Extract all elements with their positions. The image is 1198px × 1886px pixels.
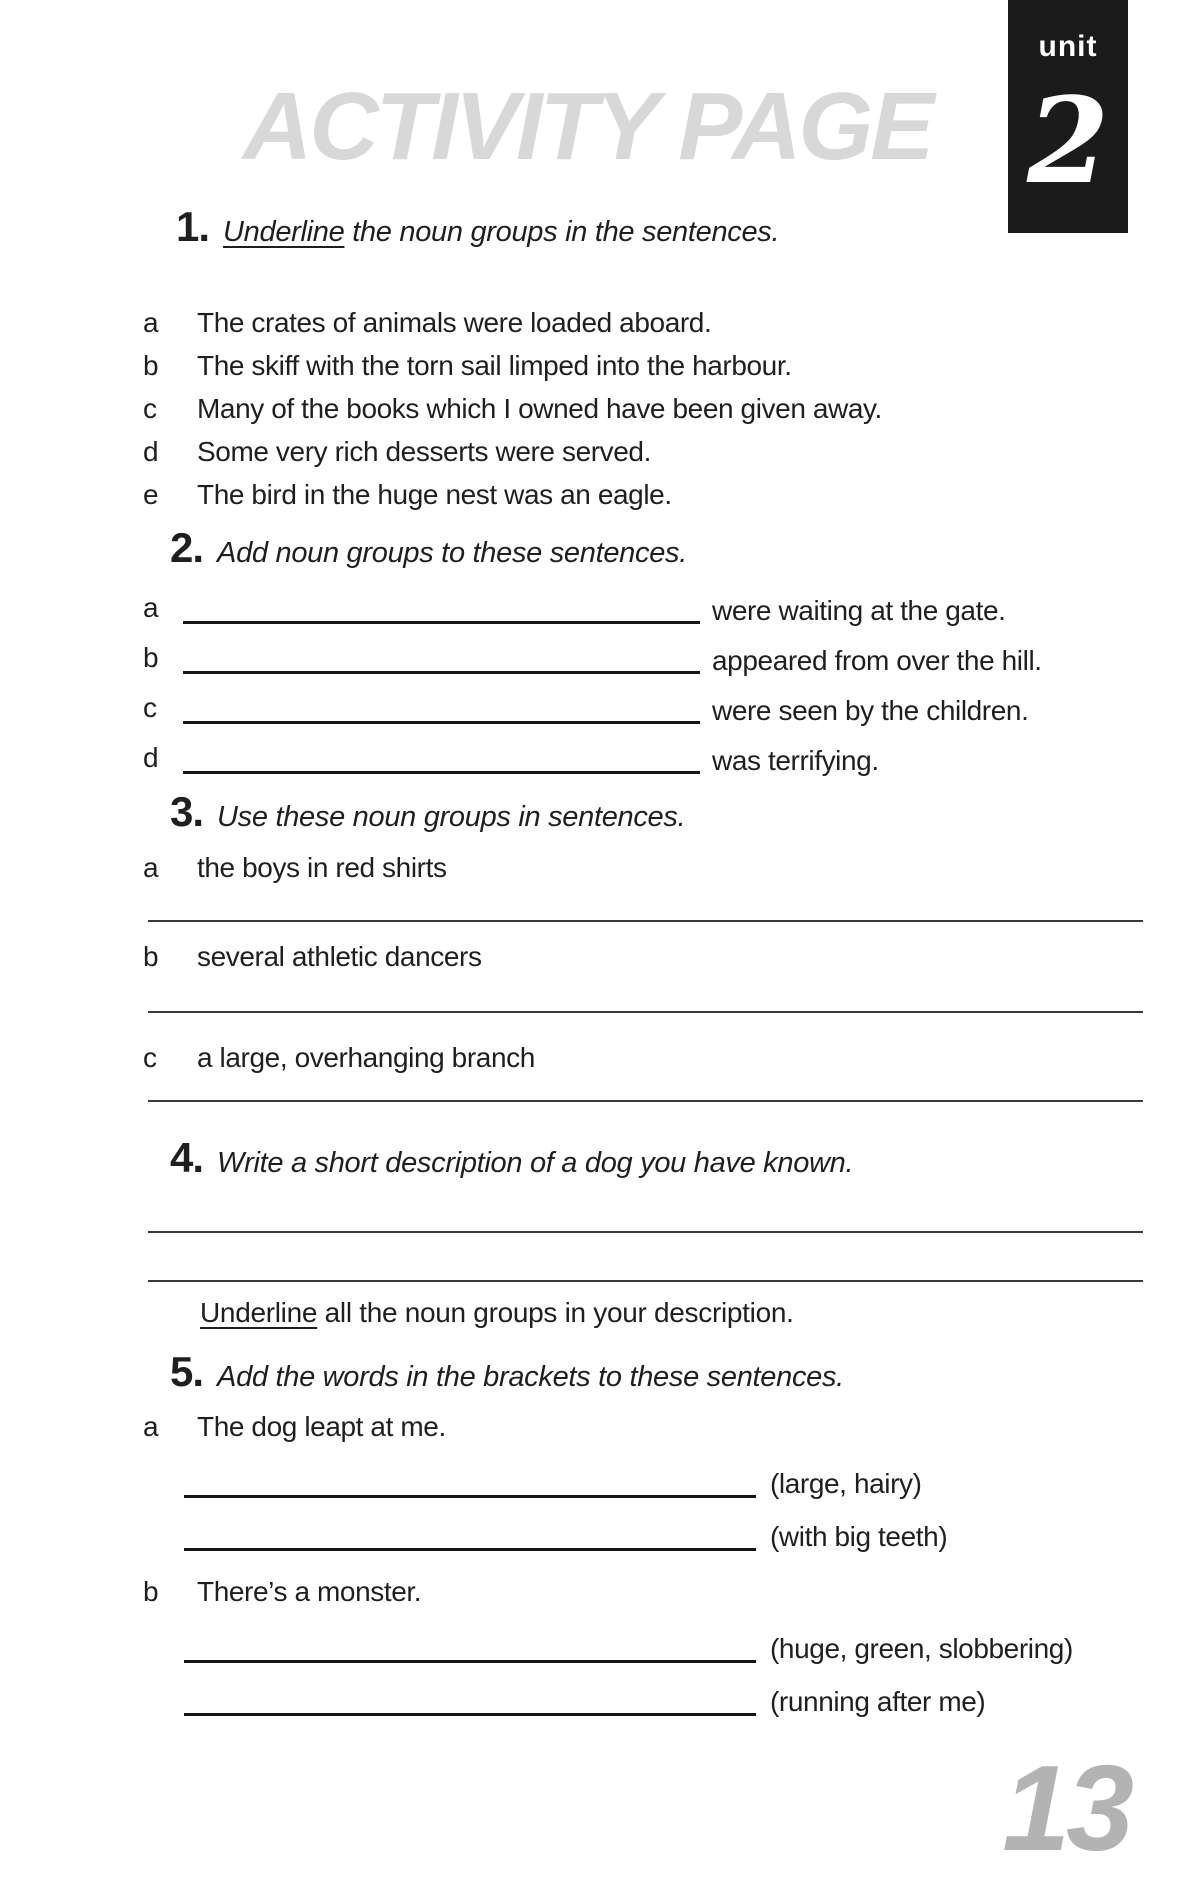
item-label: c [143, 692, 157, 723]
noun-group-item: a large, overhanging branch [197, 1042, 535, 1073]
sentence-item: Some very rich desserts were served. [197, 436, 651, 467]
item-label: a [143, 307, 159, 338]
bracket-words: (huge, green, slobbering) [770, 1633, 1073, 1664]
sentence-item: The bird in the huge nest was an eagle. [197, 479, 672, 510]
item-label: b [143, 1576, 159, 1607]
sentence-item: The skiff with the torn sail limped into the harbour. [197, 350, 792, 381]
bracket-words: (large, hairy) [770, 1468, 922, 1499]
bracket-words: (with big teeth) [770, 1521, 948, 1552]
section-5-instruction: Add the words in the brackets to these sentences. [217, 1361, 844, 1393]
base-sentence: There’s a monster. [197, 1576, 422, 1607]
unit-label: unit [1038, 30, 1098, 63]
item-label: b [143, 941, 159, 972]
writing-line[interactable] [148, 920, 1143, 922]
page-number: 13 [1002, 1740, 1130, 1876]
section-2-instruction: Add noun groups to these sentences. [217, 537, 687, 569]
section-1-instruction-rest: the noun groups in the sentences. [344, 216, 780, 248]
unit-badge [1008, 0, 1128, 233]
section-4-note [200, 1296, 794, 1330]
section-1-number: 1. [176, 203, 210, 250]
section-4-heading [170, 1134, 853, 1182]
section-1-heading [176, 203, 779, 251]
item-label: e [143, 479, 159, 510]
item-label: c [143, 393, 157, 424]
section-2-number: 2. [170, 524, 204, 571]
writing-line[interactable] [148, 1280, 1143, 1282]
fill-in-line[interactable] [183, 771, 700, 774]
fill-in-line[interactable] [183, 621, 700, 624]
fill-in-line[interactable] [184, 1548, 756, 1551]
item-label: d [143, 436, 159, 467]
item-label: a [143, 852, 159, 883]
item-label: a [143, 1411, 159, 1442]
writing-line[interactable] [148, 1100, 1143, 1102]
section-4-note-underlined: Underline [200, 1297, 318, 1328]
section-1-instruction [223, 216, 779, 249]
sentence-ending: were waiting at the gate. [712, 595, 1006, 626]
base-sentence: The dog leapt at me. [197, 1411, 446, 1442]
noun-group-item: several athletic dancers [197, 941, 482, 972]
section-4-note-rest: all the noun groups in your description. [317, 1297, 794, 1328]
sentence-item: Many of the books which I owned have been given away. [197, 393, 882, 424]
section-2-heading [170, 524, 687, 572]
item-label: d [143, 742, 159, 773]
page-title: ACTIVITY PAGE [243, 73, 932, 180]
sentence-ending: were seen by the children. [712, 695, 1029, 726]
item-label: b [143, 642, 159, 673]
section-4-number: 4. [170, 1134, 204, 1181]
section-5-number: 5. [170, 1348, 204, 1395]
section-3-number: 3. [170, 788, 204, 835]
section-1-instruction-underlined: Underline [223, 216, 345, 248]
section-3-instruction: Use these noun groups in sentences. [217, 801, 686, 833]
bracket-words: (running after me) [770, 1686, 986, 1717]
fill-in-line[interactable] [183, 671, 700, 674]
item-label: a [143, 592, 159, 623]
noun-group-item: the boys in red shirts [197, 852, 447, 883]
fill-in-line[interactable] [184, 1713, 756, 1716]
item-label: c [143, 1042, 157, 1073]
writing-line[interactable] [148, 1011, 1143, 1013]
writing-line[interactable] [148, 1231, 1143, 1233]
fill-in-line[interactable] [184, 1660, 756, 1663]
sentence-ending: appeared from over the hill. [712, 645, 1042, 676]
fill-in-line[interactable] [184, 1495, 756, 1498]
sentence-item: The crates of animals were loaded aboard. [197, 307, 712, 338]
unit-number: 2 [1026, 71, 1110, 210]
section-5-heading [170, 1348, 844, 1396]
item-label: b [143, 350, 159, 381]
sentence-ending: was terrifying. [712, 745, 879, 776]
section-3-heading [170, 788, 685, 836]
section-4-instruction: Write a short description of a dog you have known. [217, 1147, 854, 1179]
fill-in-line[interactable] [183, 721, 700, 724]
